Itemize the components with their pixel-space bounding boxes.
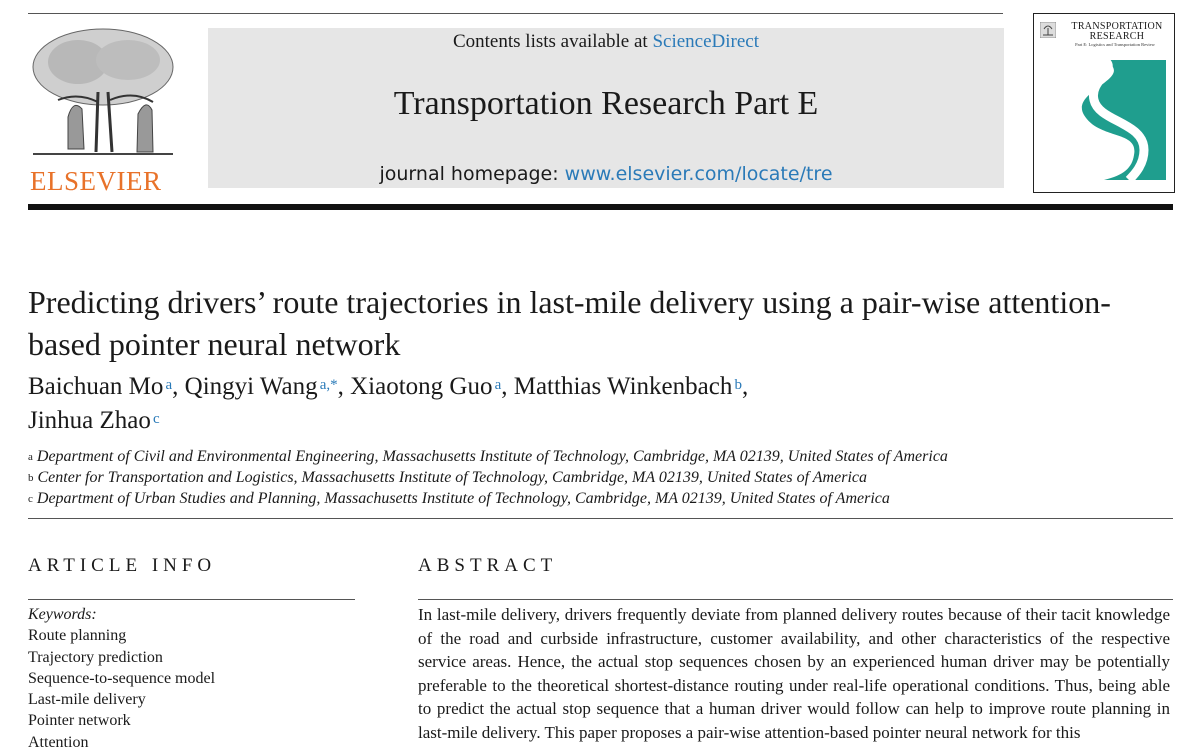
author-affil-mark[interactable]: b: [734, 377, 742, 393]
abstract-text: In last-mile delivery, drivers frequently deviate from planned delivery routes because of their tacit knowledge of the road and curbside infrastructure, customer availability, and other characteristics of the respective service areas. Hence, the actual stop sequences chosen by an experienced human driver may be potentially preferable to the theoretical shortest-distance routing under real-life operational conditions. Thus, being able to predict the actual stop sequence that a human driver would follow can help to improve route planning in last-mile delivery. This paper proposes a pair-wise attention-based pointer neural network for this: [418, 605, 1170, 742]
author-separator: ,: [501, 373, 514, 400]
affiliation-text: Department of Urban Studies and Planning, Massachusetts Institute of Technology, Cambridge, MA 02139, United States of America: [36, 490, 890, 507]
elsevier-wordmark: ELSEVIER: [30, 166, 162, 196]
header-bottom-rule: [28, 204, 1173, 210]
section-divider: [28, 518, 1173, 519]
cover-subtitle: Part E: Logistics and Transportation Review: [1075, 42, 1155, 47]
cover-road-graphic: [1044, 60, 1166, 180]
author[interactable]: [28, 373, 185, 400]
author-list: [28, 370, 1128, 438]
affiliation: [28, 446, 1128, 467]
keyword: Attention: [28, 733, 89, 751]
affiliation-key: c: [28, 493, 33, 505]
keyword: Sequence-to-sequence model: [28, 669, 216, 687]
abstract-heading: ABSTRACT: [418, 555, 558, 576]
author-name: Qingyi Wang: [184, 373, 318, 400]
author-affil-mark[interactable]: a,*: [319, 377, 338, 393]
affiliation: [28, 467, 1128, 488]
keyword: Route planning: [28, 627, 127, 645]
author-affil-mark[interactable]: a: [494, 377, 502, 393]
cover-title: [1060, 22, 1174, 42]
keyword: Pointer network: [28, 712, 131, 730]
author-name: Matthias Winkenbach: [513, 373, 733, 400]
affiliation-key: b: [28, 472, 34, 484]
cover-title-line2: RESEARCH: [1089, 31, 1145, 42]
header-top-rule: [28, 13, 1003, 14]
keyword: Last-mile delivery: [28, 691, 146, 709]
affiliations: [28, 446, 1128, 509]
article-info-heading: ARTICLE INFO: [28, 555, 217, 576]
keywords-list: [28, 604, 358, 753]
affiliation: [28, 488, 1128, 509]
affiliation-text: Center for Transportation and Logistics, Massachusetts Institute of Technology, Cambridge, MA 02139, United States of America: [37, 469, 867, 486]
author-separator: ,: [741, 373, 749, 400]
elsevier-tree-icon: [28, 22, 178, 162]
author-name: Jinhua Zhao: [28, 407, 151, 434]
cover-title-line1: TRANSPORTATION: [1071, 21, 1163, 32]
author[interactable]: [185, 373, 350, 400]
author-affil-mark[interactable]: c: [152, 411, 160, 427]
journal-header: [208, 28, 1004, 188]
abstract-rule: [418, 599, 1173, 600]
homepage-prefix: journal homepage:: [379, 163, 565, 185]
homepage-link[interactable]: www.elsevier.com/locate/tre: [564, 163, 833, 185]
keyword: Trajectory prediction: [28, 648, 163, 666]
journal-title: Transportation Research Part E: [393, 85, 819, 122]
author-name: Xiaotong Guo: [350, 373, 493, 400]
author[interactable]: [514, 373, 748, 400]
journal-cover[interactable]: [1033, 13, 1175, 193]
cover-publisher-icon: [1040, 22, 1056, 38]
affiliation-text: Department of Civil and Environmental Engineering, Massachusetts Institute of Technology, Cambridge, MA 02139, United States of America: [36, 448, 948, 465]
contents-line: [208, 30, 1004, 54]
article-title: Predicting drivers’ route trajectories in last-mile delivery using a pair-wise attention-based pointer neural network: [28, 284, 1111, 362]
author[interactable]: [28, 407, 160, 434]
affiliation-key: a: [28, 451, 33, 463]
keywords-label: Keywords:: [28, 606, 97, 623]
author[interactable]: [350, 373, 514, 400]
author-affil-mark[interactable]: a: [165, 377, 173, 393]
author-name: Baichuan Mo: [28, 373, 164, 400]
contents-prefix: Contents lists available at: [452, 31, 653, 52]
article-info-rule: [28, 599, 355, 600]
elsevier-logo[interactable]: [28, 22, 178, 197]
author-separator: ,: [337, 373, 351, 400]
sciencedirect-link[interactable]: ScienceDirect: [652, 31, 760, 52]
homepage-line: [208, 161, 1004, 187]
author-separator: ,: [172, 373, 185, 400]
